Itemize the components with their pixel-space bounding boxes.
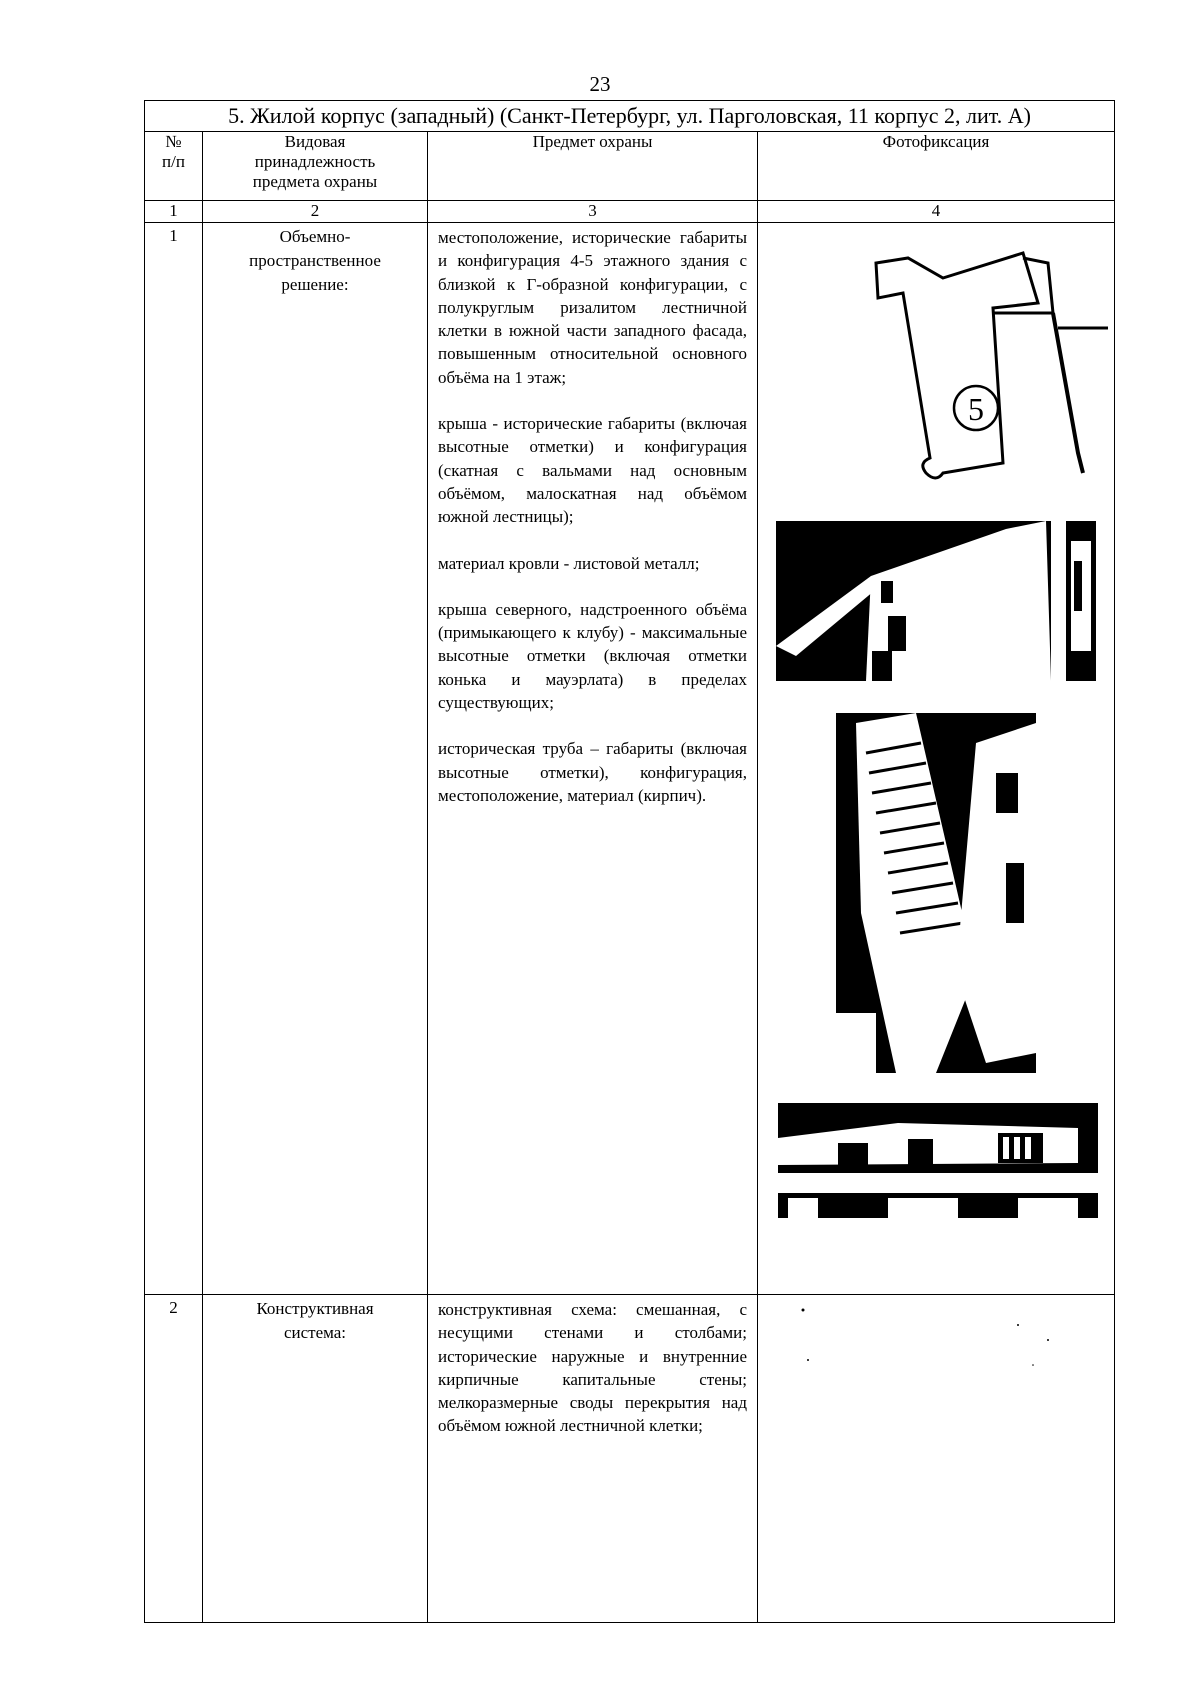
column-number: 3	[428, 201, 758, 223]
row-type: Объемно- пространственное решение:	[203, 223, 428, 1295]
row-number: 1	[145, 223, 203, 1295]
header-type: Видовая принадлежность предмета охраны	[203, 132, 428, 201]
table-row	[145, 1295, 1115, 1623]
table-row	[145, 223, 1115, 1295]
subject-paragraph: материал кровли - листовой металл;	[438, 553, 700, 573]
roof-photo	[776, 521, 1096, 681]
row-subject	[428, 1295, 758, 1623]
facade-photo	[778, 1103, 1098, 1218]
column-number: 2	[203, 201, 428, 223]
row-photos	[758, 223, 1115, 1295]
header-row	[145, 132, 1115, 201]
row-number: 2	[145, 1295, 203, 1623]
plan-label: 5	[968, 391, 984, 427]
aerial-photo	[836, 713, 1036, 1073]
row-type: Конструктивная система:	[203, 1295, 428, 1623]
row-photos	[758, 1295, 1115, 1623]
subject-paragraph: крыша северного, надстроенного объёма (примыкающего к клубу) - максимальные высотные отметки (включая отметки конька и мауэрлата) в пределах существующих;	[438, 599, 747, 713]
row-subject	[428, 223, 758, 1295]
subject-paragraph: местоположение, исторические габариты и конфигурация 4-5 этажного здания с близкой к Г-образной конфигурации, с полукруглым ризалитом лестничной клетки в южной части западного фасада, повышенным относительной основного объёма на 1 этаж;	[438, 228, 747, 387]
header-subject: Предмет охраны	[428, 132, 758, 201]
column-number: 1	[145, 201, 203, 223]
column-number-row	[145, 201, 1115, 223]
header-num: № п/п	[145, 132, 203, 201]
subject-paragraph: крыша - исторические габариты (включая высотные отметки) и конфигурация (скатная с вальмами над основным объёмом, малоскатная над объёмом южной лестницы);	[438, 414, 747, 527]
blank-photo	[788, 1300, 1088, 1390]
site-plan-image	[848, 233, 1118, 483]
header-photo: Фотофиксация	[758, 132, 1115, 201]
table-title: 5. Жилой корпус (западный) (Санкт-Петербург, ул. Парголовская, 11 корпус 2, лит. А)	[145, 101, 1115, 132]
page-number: 23	[589, 72, 611, 96]
subject-paragraph: конструктивная схема: смешанная, с несущими стенами и столбами; исторические наружные и внутренние кирпичные капитальные стены; мелкоразмерные своды перекрытия над объёмом южной лестничной клетки;	[438, 1300, 747, 1436]
column-number: 4	[758, 201, 1115, 223]
protection-table	[144, 100, 1115, 1623]
subject-paragraph: историческая труба – габариты (включая высотные отметки), конфигурация, местоположение, материал (кирпич).	[438, 739, 747, 805]
